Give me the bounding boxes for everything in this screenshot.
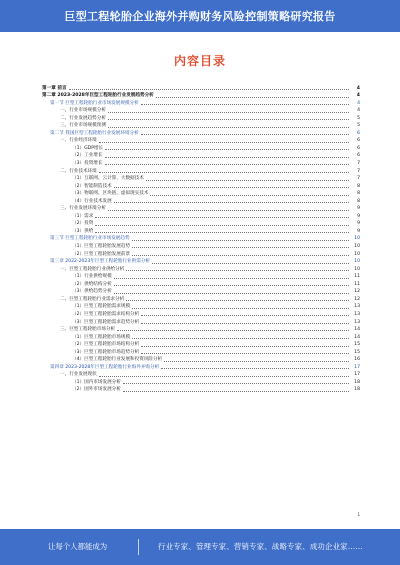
toc-entry[interactable] [42,235,360,243]
toc-leader-dots [141,315,349,316]
toc-entry[interactable] [42,310,360,318]
toc-entry[interactable] [42,363,360,371]
toc-leader-dots [132,247,349,248]
toc-entry-page: 13 [354,311,360,317]
toc-leader-dots [99,172,349,173]
toc-leader-dots [123,391,349,392]
toc-entry-label: （1）巨型工程轮胎发展趋势 [72,244,131,250]
toc-entry-page: 9 [357,221,360,227]
toc-leader-dots [108,210,349,211]
toc-entry-label: 二、行业技术环境 [60,168,97,174]
toc-leader-dots [126,270,349,271]
toc-leader-dots [114,278,349,279]
toc-leader-dots [108,127,349,128]
toc-leader-dots [161,368,349,369]
toc-leader-dots [105,157,350,158]
toc-entry[interactable] [42,167,360,175]
toc-entry[interactable] [42,144,360,152]
toc-entry-page: 14 [354,327,360,333]
toc-leader-dots [108,112,349,113]
toc-entry-page: 9 [357,213,360,219]
report-title: 巨型工程轮胎企业海外并购财务风险控制策略研究报告 [64,10,336,23]
toc-leader-dots [114,202,349,203]
toc-entry-page: 16 [354,357,360,363]
toc-entry-label: 一、行业经济环境 [60,138,97,144]
toc-leader-dots [141,346,349,347]
toc-entry[interactable] [42,258,360,266]
toc-entry-page: 7 [357,161,360,167]
toc-entry-label: （1）需求 [72,213,94,219]
toc-entry-label: （2）巨型工程轮胎需求结构分析 [72,311,140,317]
toc-entry-label: （1）GDP增长 [72,145,104,151]
toc-entry[interactable] [42,152,360,160]
toc-entry[interactable] [42,220,360,228]
toc-entry-label: （4）巨型工程轮胎行业发展和投资风险分析 [72,357,163,363]
toc-entry[interactable] [42,99,360,107]
toc-entry[interactable] [42,333,360,341]
toc-leader-dots [126,300,349,301]
toc-entry-page: 11 [354,274,360,280]
toc-entry-page: 7 [357,176,360,182]
toc-leader-dots [156,97,349,98]
toc-title: 内容目录 [173,54,226,68]
toc-entry-label: 第一章 前言 [42,85,67,91]
toc-entry-label: （3）供给 [72,228,94,234]
toc-entry-page: 10 [354,244,360,250]
toc-entry[interactable] [42,107,360,115]
toc-entry-label: （2）供给结构分析 [72,281,112,287]
toc-leader-dots [141,134,349,135]
toc-leader-dots [164,361,349,362]
toc-entry-label: 三、行业发展环境分析 [60,206,106,212]
toc-entry-page: 15 [354,342,360,348]
toc-entry-label: 一、行业发展现状 [60,372,97,378]
toc-leader-dots [105,164,350,165]
toc-entry-label: （1）巨型工程轮胎需求规模 [72,304,131,310]
toc-entry[interactable] [42,318,360,326]
toc-entry-page: 12 [354,296,360,302]
toc-entry-label: （2）工业增长 [72,153,103,159]
toc-entry-page: 6 [357,153,360,159]
toc-leader-dots [114,187,349,188]
toc-leader-dots [141,104,349,105]
toc-entry[interactable] [42,378,360,386]
toc-entry-page: 12 [354,289,360,295]
toc-leader-dots [132,338,349,339]
toc-entry-page: 4 [356,93,360,99]
toc-entry-label: 一、巨型工程轮胎行业供给分析 [60,266,125,272]
toc-entry-label: 第一节 巨型工程轮胎行业市场发展规模分析 [50,100,139,106]
toc-leader-dots [132,308,349,309]
toc-entry-page: 7 [357,168,360,174]
toc-entry-page: 17 [354,372,360,378]
toc-entry[interactable] [42,273,360,281]
toc-entry-label: 第四章 2023-2028年巨型工程轮胎行业海外并购分析 [50,364,160,370]
toc-entry-page: 17 [354,364,360,370]
toc-entry[interactable] [42,122,360,130]
toc-entry[interactable] [42,159,360,167]
toc-entry[interactable] [42,227,360,235]
toc-leader-dots [105,149,349,150]
toc-entry-page: 8 [357,198,360,204]
toc-entry-page: 18 [354,387,360,393]
toc-entry-page: 4 [356,85,360,91]
toc-entry[interactable] [42,182,360,190]
toc-entry-label: （1）国内市场发展分析 [72,379,121,385]
toc-entry[interactable] [42,114,360,122]
toc-leader-dots [123,383,349,384]
toc-leader-dots [108,119,349,120]
footer-bar [0,529,400,565]
toc-entry-page: 18 [354,379,360,385]
toc-leader-dots [132,240,349,241]
footer-divider [138,539,139,555]
toc-entry-page: 5 [357,123,360,129]
toc-entry-label: 二、巨型工程轮胎行业需求分析 [60,296,125,302]
toc-entry-label: 第二章 2023-2028年巨型工程轮胎行业发展趋势分析 [42,93,154,99]
toc-entry[interactable] [42,129,360,137]
toc-entry[interactable] [42,341,360,349]
toc-entry-label: 一、行业市场规模分析 [60,108,106,114]
toc-entry-label: （3）投资增长 [72,161,103,167]
toc-entry-page: 4 [357,100,360,106]
toc-entry-page: 6 [357,130,360,136]
toc-entry-label: （1）互联网、云计算、大数据技术 [72,176,144,182]
toc-leader-dots [141,323,349,324]
toc-entry[interactable] [42,190,360,198]
toc-entry[interactable] [42,137,360,145]
toc-leader-dots [99,142,349,143]
toc-entry-page: 11 [354,281,360,287]
toc-entry-page: 13 [354,319,360,325]
toc-entry[interactable] [42,212,360,220]
toc-entry-label: （1）巨型工程轮胎市场规模 [72,334,131,340]
toc-entry[interactable] [42,295,360,303]
page-number: 1 [357,512,360,517]
toc-entry-page: 9 [357,206,360,212]
toc-entry[interactable] [42,348,360,356]
toc-entry[interactable] [42,371,360,379]
toc-entry-label: （2）国外市场发展分析 [72,387,121,393]
toc-entry-label: （3）供给趋势分析 [72,289,112,295]
toc-entry-page: 6 [357,138,360,144]
toc-entry-page: 8 [357,183,360,189]
footer-slogan: 让每个人都能成为 [48,542,108,551]
toc-entry[interactable] [42,205,360,213]
toc-entry-page: 8 [357,191,360,197]
toc-entry-label: （3）巨型工程轮胎需求趋势分析 [72,319,140,325]
toc-entry-page: 15 [354,349,360,355]
toc-entry[interactable] [42,386,360,394]
toc-entry-label: 第三节 巨型工程轮胎行业市场发展趋势 [50,236,130,242]
toc-entry-label: （2）智能制造技术 [72,183,112,189]
toc-entry-page: 9 [357,228,360,234]
toc-entry-page: 10 [354,251,360,257]
toc-entry-label: 三、行业市场规模预测 [60,123,106,129]
toc-entry-page: 4 [357,108,360,114]
toc-entry-page: 5 [357,115,360,121]
toc-entry[interactable] [42,175,360,183]
footer-tagline: 行业专家、管理专家、营销专家、战略专家、成功企业家…… [158,542,363,551]
toc-leader-dots [141,353,349,354]
toc-entry-label: （2）巨型工程轮胎市场结构分析 [72,342,140,348]
toc-entry-label: （3）物联网、区块链、虚拟现实技术 [72,191,149,197]
toc-entry-page: 10 [354,236,360,242]
toc-entry[interactable] [42,197,360,205]
toc-entry-label: 二、行业发展趋势分析 [60,115,106,121]
toc-entry[interactable] [42,303,360,311]
toc-leader-dots [95,217,349,218]
toc-leader-dots [95,232,349,233]
toc-entry[interactable] [42,288,360,296]
toc-entry-label: 第二节 我国巨型工程轮胎行业发展环境分析 [50,130,139,136]
toc-entry[interactable] [42,326,360,334]
toc-entry-page: 13 [354,304,360,310]
toc-entry-label: （1）行业供给规模 [72,274,112,280]
header-bar [0,0,400,32]
toc-entry[interactable] [42,250,360,258]
toc-leader-dots [150,195,349,196]
toc-entry[interactable] [42,84,360,92]
toc-entry-label: （2）巨型工程轮胎发展前景 [72,251,131,257]
toc-leader-dots [114,285,349,286]
toc-entry[interactable] [42,265,360,273]
toc-entry[interactable] [42,242,360,250]
toc-entry-label: 三、巨型工程轮胎市场分析 [60,327,116,333]
toc-entry-label: 第三章 2022-2023年巨型工程轮胎行业供需分析 [50,259,151,265]
toc-leader-dots [132,255,349,256]
toc-entry[interactable] [42,92,360,100]
toc-leader-dots [146,180,349,181]
toc-entry-page: 14 [354,334,360,340]
toc-entry-label: （4）行业技术发展 [72,198,112,204]
toc-leader-dots [95,225,349,226]
toc-leader-dots [114,293,349,294]
toc-leader-dots [69,89,349,90]
toc-entry[interactable] [42,280,360,288]
toc-leader-dots [99,376,349,377]
toc-leader-dots [117,330,349,331]
toc-entry-page: 6 [357,145,360,151]
toc-entry-page: 10 [354,259,360,265]
toc-entry-label: （3）巨型工程轮胎市场趋势分析 [72,349,140,355]
toc-entry-page: 10 [354,266,360,272]
toc-entry[interactable] [42,356,360,364]
table-of-contents [42,84,360,393]
toc-leader-dots [152,263,349,264]
toc-entry-label: （2）投资 [72,221,94,227]
